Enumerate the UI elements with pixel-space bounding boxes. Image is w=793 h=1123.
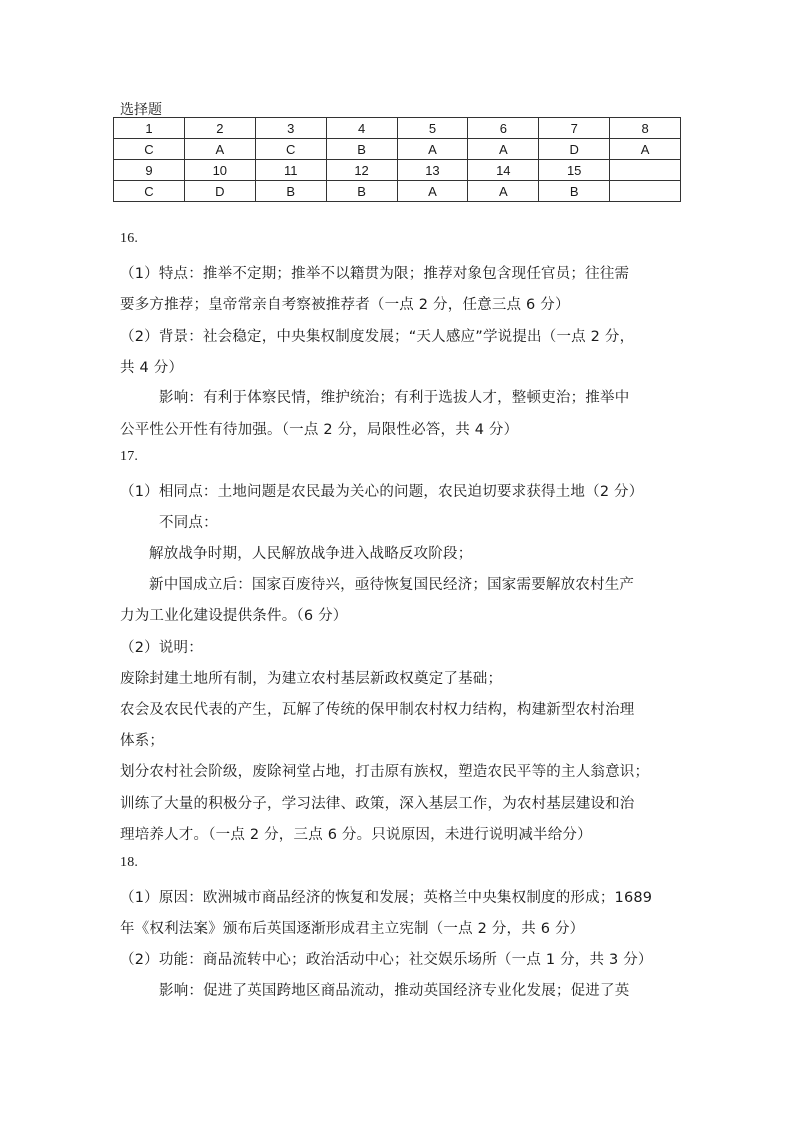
table-cell: 11 xyxy=(255,160,326,181)
table-cell: 10 xyxy=(184,160,255,181)
table-row xyxy=(114,139,681,160)
table-cell: 14 xyxy=(468,160,539,181)
table-cell: 8 xyxy=(610,118,681,139)
table-cell: 7 xyxy=(539,118,610,139)
table-cell xyxy=(610,160,681,181)
table-row xyxy=(114,160,681,181)
answer-line: （1）相同点：土地问题是农民最为关心的问题，农民迫切要求获得土地（2 分） xyxy=(120,484,644,500)
table-cell: 4 xyxy=(326,118,397,139)
answer-line: 公平性公开性有待加强。（一点 2 分，局限性必答，共 4 分） xyxy=(120,422,519,438)
table-cell: D xyxy=(184,181,255,202)
table-cell: B xyxy=(326,139,397,160)
answer-table xyxy=(113,117,681,202)
table-cell: 15 xyxy=(539,160,610,181)
table-cell: 6 xyxy=(468,118,539,139)
table-cell: B xyxy=(539,181,610,202)
table-cell: 5 xyxy=(397,118,468,139)
answer-line: 年《权利法案》颁布后英国逐渐形成君主立宪制（一点 2 分，共 6 分） xyxy=(120,921,585,937)
table-cell: A xyxy=(610,139,681,160)
answer-line: （2）说明： xyxy=(120,640,203,656)
answer-line: （2）背景：社会稳定，中央集权制度发展；“天人感应”学说提出（一点 2 分， xyxy=(120,329,635,345)
answer-line: 训练了大量的积极分子，学习法律、政策，深入基层工作，为农村基层建设和治 xyxy=(120,796,635,812)
section-title: 选择题 xyxy=(120,102,162,118)
table-cell: 13 xyxy=(397,160,468,181)
table-cell: A xyxy=(468,181,539,202)
table-cell: 9 xyxy=(114,160,185,181)
answer-line: 影响：促进了英国跨地区商品流动，推动英国经济专业化发展；促进了英 xyxy=(159,983,630,999)
answer-line: （1）原因：欧洲城市商品经济的恢复和发展；英格兰中央集权制度的形成；1689 xyxy=(120,890,653,906)
table-cell xyxy=(610,181,681,202)
answer-line: 新中国成立后：国家百废待兴，亟待恢复国民经济；国家需要解放农村生产 xyxy=(149,577,635,593)
table-cell: A xyxy=(397,181,468,202)
answer-line: 共 4 分） xyxy=(120,360,184,376)
answer-line: 解放战争时期，人民解放战争进入战略反攻阶段； xyxy=(149,546,473,562)
table-cell: 12 xyxy=(326,160,397,181)
question-number: 17. xyxy=(120,449,139,464)
table-cell: 3 xyxy=(255,118,326,139)
question-number: 18. xyxy=(120,855,139,870)
table-cell: C xyxy=(255,139,326,160)
answer-line: 体系； xyxy=(120,733,165,749)
answer-line: 要多方推荐；皇帝常亲自考察被推荐者（一点 2 分，任意三点 6 分） xyxy=(120,297,570,313)
answer-line: （2）功能：商品流转中心；政治活动中心；社交娱乐场所（一点 1 分，共 3 分） xyxy=(120,952,653,968)
table-cell: 2 xyxy=(184,118,255,139)
table-cell: A xyxy=(184,139,255,160)
table-row xyxy=(114,118,681,139)
answer-line: （1）特点：推举不定期；推举不以籍贯为限；推荐对象包含现任官员；往往需 xyxy=(120,266,630,282)
table-cell: 1 xyxy=(114,118,185,139)
table-cell: C xyxy=(114,139,185,160)
answer-line: 划分农村社会阶级，废除祠堂占地，打击原有族权，塑造农民平等的主人翁意识； xyxy=(120,764,650,780)
table-cell: B xyxy=(255,181,326,202)
table-cell: B xyxy=(326,181,397,202)
table-cell: A xyxy=(468,139,539,160)
table-cell: C xyxy=(114,181,185,202)
answer-line: 农会及农民代表的产生，瓦解了传统的保甲制农村权力结构，构建新型农村治理 xyxy=(120,702,635,718)
question-number: 16. xyxy=(120,231,139,246)
answer-line: 影响：有利于体察民情，维护统治；有利于选拔人才，整顿吏治；推举中 xyxy=(159,390,630,406)
table-cell: D xyxy=(539,139,610,160)
answer-line: 理培养人才。（一点 2 分，三点 6 分。只说原因，未进行说明减半给分） xyxy=(120,827,592,843)
table-row xyxy=(114,181,681,202)
answer-line: 废除封建土地所有制，为建立农村基层新政权奠定了基础； xyxy=(120,671,503,687)
answer-line: 力为工业化建设提供条件。（6 分） xyxy=(120,608,348,624)
table-cell: A xyxy=(397,139,468,160)
answer-line: 不同点： xyxy=(159,515,218,531)
